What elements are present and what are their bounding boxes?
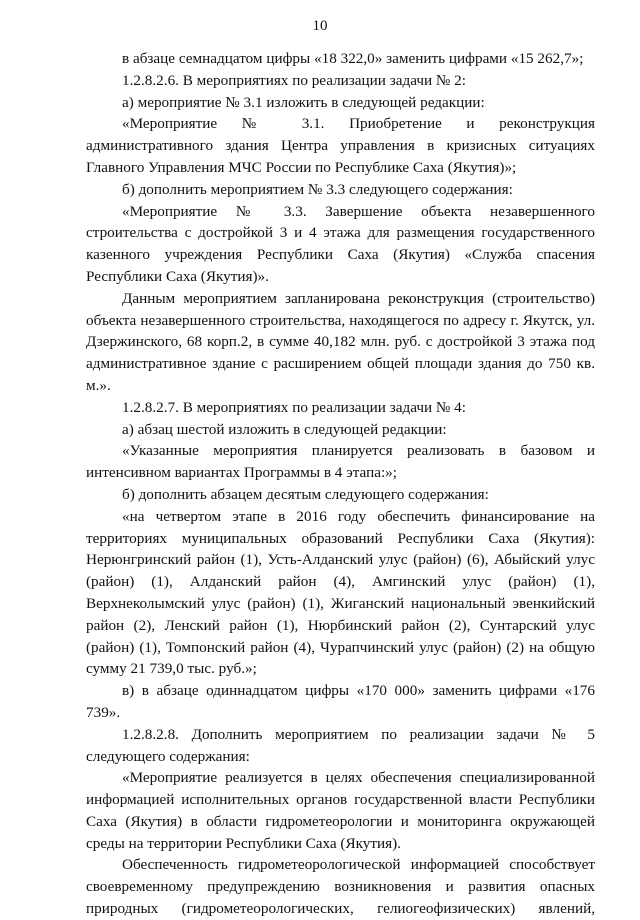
paragraph: в абзаце семнадцатом цифры «18 322,0» заменить цифрами «15 262,7»;: [122, 50, 584, 67]
paragraph: а) абзац шестой изложить в следующей редакции:: [122, 420, 447, 438]
page-number: 10: [312, 18, 328, 34]
paragraph: 1.2.8.2.8. Дополнить мероприятием по реализации задачи № 5 следующего содержания:: [86, 725, 595, 765]
paragraph: в) в абзаце одиннадцатом цифры «170 000» заменить цифрами «176 739».: [86, 682, 595, 721]
paragraph: «Мероприятие № 3.1. Приобретение и реконструкция административного здания Центра управления в кризисных ситуациях Главного Управления МЧС России по Республике Саха (Якутия)»;: [86, 115, 595, 176]
paragraph: 1.2.8.2.6. В мероприятиях по реализации задачи № 2:: [122, 71, 466, 89]
document-body: [86, 48, 595, 920]
paragraph: а) мероприятие № 3.1 изложить в следующей редакции:: [122, 93, 485, 111]
paragraph: «Мероприятие № 3.3. Завершение объекта незавершенного строительства с достройкой 3 и 4 этажа для размещения государственного казенного учреждения Республики Саха (Якутия) «Служба спасения Республики Саха (Якутия)».: [86, 202, 595, 285]
paragraph: «на четвертом этапе в 2016 году обеспечить финансирование на территориях муниципальных образований Республики Саха (Якутия): Нерюнгринский район (1), Усть-Алданский улус (район) (6), Абыйский улус (район) (1), Алданский район (4), Амгинский улус (район) (1), Верхнеколымский улус (район) (1), Жиганский национальный эвенкийский район (2), Ленский район (1), Нюрбинский район (2), Сунтарский улус (район) (1), Томпонский район (4), Чурапчинский улус (район) (2) на общую сумму 21 739,0 тыс. руб.»;: [86, 507, 595, 678]
paragraph: «Указанные мероприятия планируется реализовать в базовом и интенсивном вариантах Программы в 4 этапа:»;: [86, 442, 595, 482]
paragraph: 1.2.8.2.7. В мероприятиях по реализации задачи № 4:: [122, 398, 466, 416]
paragraph: Данным мероприятием запланирована реконструкция (строительство) объекта незавершенного строительства, находящегося по адресу г. Якутск, ул. Дзержинского, 68 корп.2, в сумме 40,182 млн. руб. с достройкой 3 этажа под административное здание с расширением общей площади здания до 750 кв. м.».: [86, 289, 595, 394]
paragraph: б) дополнить мероприятием № 3.3 следующего содержания:: [122, 180, 513, 198]
paragraph: «Мероприятие реализуется в целях обеспечения специализированной информацией исполнительных органов государственной власти Республики Саха (Якутия) в области гидрометеорологии и мониторинга окружающей среды на территории Республики Саха (Якутия).: [86, 769, 595, 852]
paragraph: б) дополнить абзацем десятым следующего содержания:: [122, 485, 489, 503]
paragraph: Обеспеченность гидрометеорологической информацией способствует своевременному предупреждению возникновения и развития опасных природных (гидрометеорологических, гелиогеофизических) явлений,: [86, 856, 595, 918]
